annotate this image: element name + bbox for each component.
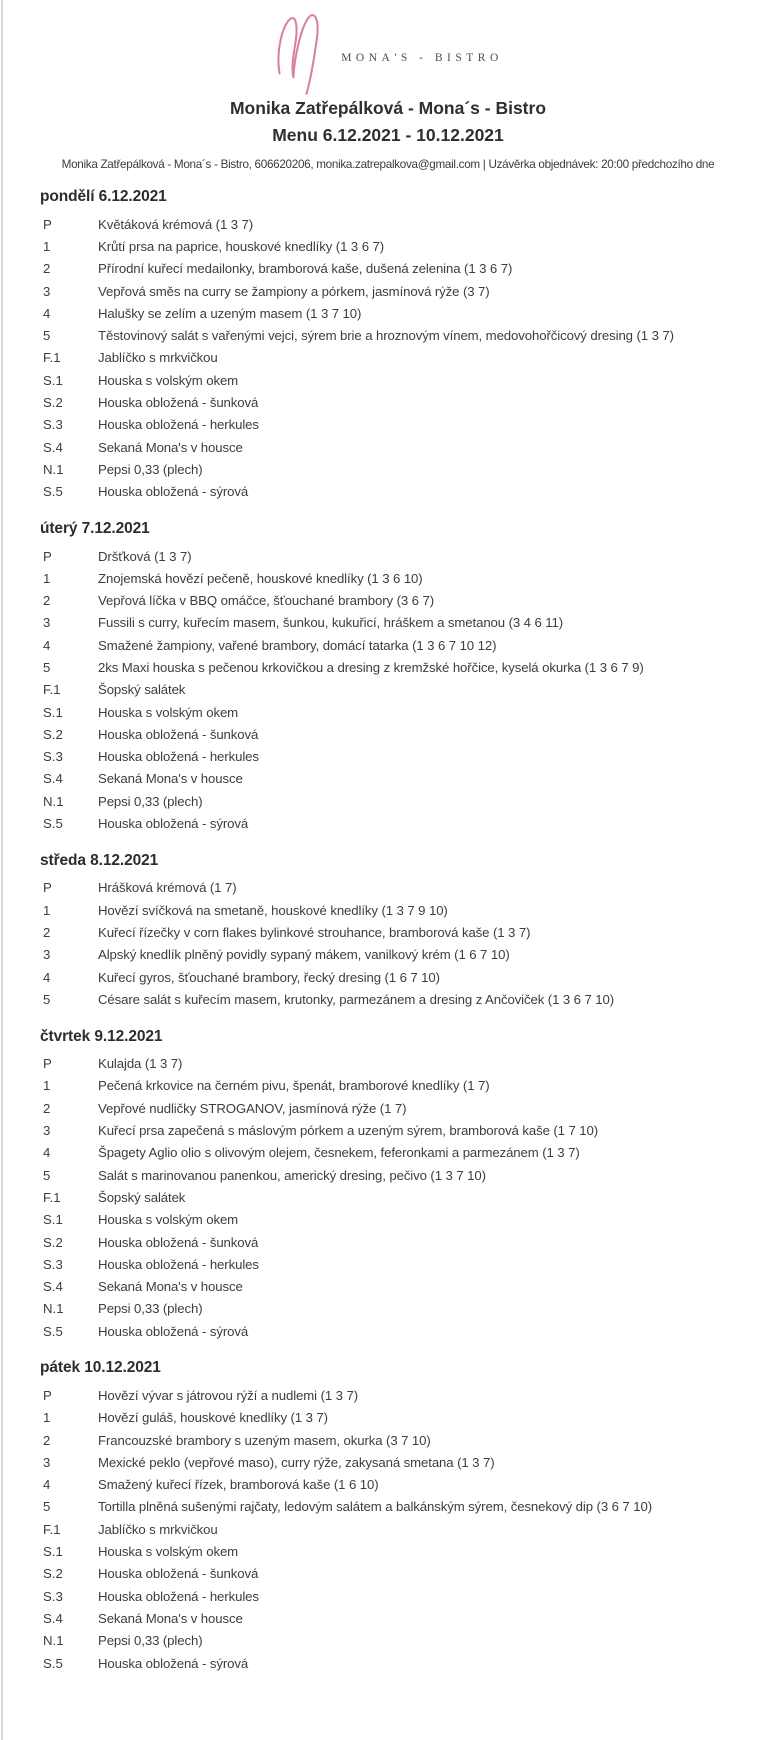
item-label: Pepsi 0,33 (plech) xyxy=(98,793,203,809)
day-rows xyxy=(40,1053,736,1343)
item-code: S.2 xyxy=(43,1566,63,1582)
menu-row xyxy=(40,1209,736,1231)
menu-row xyxy=(40,1253,736,1275)
day-heading: úterý 7.12.2021 xyxy=(40,519,150,537)
item-label: Salát s marinovanou panenkou, americký dresing, pečivo (1 3 7 10) xyxy=(98,1167,486,1183)
item-code: S.4 xyxy=(43,1279,63,1295)
item-label: Pepsi 0,33 (plech) xyxy=(98,1633,203,1649)
item-code: S.1 xyxy=(43,704,63,720)
menu-row xyxy=(40,1097,736,1119)
menu-row xyxy=(40,1540,736,1562)
item-label: Pečená krkovice na černém pivu, špenát, bramborové knedlíky (1 7) xyxy=(98,1078,490,1094)
menu-row xyxy=(40,213,736,235)
item-code: S.2 xyxy=(43,395,63,411)
day-section xyxy=(40,186,736,503)
item-label: Houska obložená - herkules xyxy=(98,749,259,765)
menu-row xyxy=(40,1429,736,1451)
menu-row xyxy=(40,1384,736,1406)
brand-name: MONA'S - BISTRO xyxy=(341,52,503,64)
menu-row xyxy=(40,302,736,324)
menu-row xyxy=(40,1275,736,1297)
menu-row xyxy=(40,545,736,567)
menu-row xyxy=(40,1474,736,1496)
item-code: 1 xyxy=(43,238,51,254)
item-code: 2 xyxy=(43,593,51,609)
menu-row xyxy=(40,1451,736,1473)
day-section xyxy=(40,1357,736,1674)
item-label: Kuřecí prsa zapečená s máslovým pórkem a uzeným sýrem, bramborová kaše (1 7 10) xyxy=(98,1123,599,1139)
item-code: 2 xyxy=(43,924,51,940)
menu-row xyxy=(40,324,736,346)
item-code: 2 xyxy=(43,1432,51,1448)
item-label: Hrášková krémová (1 7) xyxy=(98,880,237,896)
item-code: S.2 xyxy=(43,1234,63,1250)
day-section xyxy=(40,518,736,835)
menu-row xyxy=(40,1630,736,1652)
item-label: Pepsi 0,33 (plech) xyxy=(98,1301,203,1317)
menu-row xyxy=(40,1518,736,1540)
menu-row xyxy=(40,1496,736,1518)
item-code: N.1 xyxy=(43,461,64,477)
item-label: Houska obložená - šunková xyxy=(98,1234,259,1250)
item-code: 3 xyxy=(43,1454,51,1470)
item-code: P xyxy=(43,216,52,232)
menu-row xyxy=(40,1053,736,1075)
item-code: F.1 xyxy=(43,1521,61,1537)
menu-row xyxy=(40,1652,736,1674)
item-code: 1 xyxy=(43,1078,51,1094)
item-code: 4 xyxy=(43,637,51,653)
item-label: Dršťková (1 3 7) xyxy=(98,548,192,564)
item-label: Šopský salátek xyxy=(98,1189,186,1205)
item-code: N.1 xyxy=(43,1301,64,1317)
item-label: Houska s volským okem xyxy=(98,372,239,388)
menu-row xyxy=(40,481,736,503)
item-code: N.1 xyxy=(43,1633,64,1649)
menu-row xyxy=(40,414,736,436)
menu-row xyxy=(40,436,736,458)
item-label: Kuřecí gyros, šťouchané brambory, řecký dresing (1 6 7 10) xyxy=(98,969,440,985)
menu-row xyxy=(40,812,736,834)
menu-row xyxy=(40,612,736,634)
item-code: 5 xyxy=(43,659,51,675)
menu-row xyxy=(40,458,736,480)
item-code: 5 xyxy=(43,1167,51,1183)
item-label: Kulajda (1 3 7) xyxy=(98,1056,183,1072)
menu-days xyxy=(40,186,736,1674)
item-label: Krůtí prsa na paprice, houskové knedlíky (1 3 6 7) xyxy=(98,238,385,254)
item-code: 5 xyxy=(43,991,51,1007)
menu-row xyxy=(40,701,736,723)
item-code: F.1 xyxy=(43,682,61,698)
item-label: Francouzské brambory s uzeným masem, okurka (3 7 10) xyxy=(98,1432,431,1448)
item-label: Houska obložená - sýrová xyxy=(98,1655,249,1671)
item-label: Alpský knedlík plněný povidly sypaný mákem, vanilkový krém (1 6 7 10) xyxy=(98,947,510,963)
menu-row xyxy=(40,1075,736,1097)
menu-row xyxy=(40,921,736,943)
item-code: S.4 xyxy=(43,771,63,787)
item-code: S.4 xyxy=(43,439,63,455)
item-label: Sekaná Mona's v housce xyxy=(98,771,243,787)
item-code: 3 xyxy=(43,1123,51,1139)
menu-row xyxy=(40,1585,736,1607)
item-code: S.3 xyxy=(43,1588,63,1604)
menu-row xyxy=(40,1231,736,1253)
item-code: 1 xyxy=(43,902,51,918)
item-code: P xyxy=(43,1388,52,1403)
item-code: S.3 xyxy=(43,749,63,765)
item-label: Houska obložená - šunková xyxy=(98,726,259,742)
item-code: 1 xyxy=(43,570,51,586)
item-code: 4 xyxy=(43,1145,51,1161)
menu-row xyxy=(40,567,736,589)
item-label: Houska s volským okem xyxy=(98,1212,239,1228)
item-label: Smažené žampiony, vařené brambory, domácí tatarka (1 3 6 7 10 12) xyxy=(98,637,497,653)
day-rows xyxy=(40,1384,736,1674)
menu-row xyxy=(40,391,736,413)
item-code: P xyxy=(43,1056,52,1072)
item-label: Hovězí svíčková na smetaně, houskové knedlíky (1 3 7 9 10) xyxy=(98,902,448,918)
menu-row xyxy=(40,656,736,678)
document-header xyxy=(40,10,736,171)
item-code: S.1 xyxy=(43,1544,63,1560)
item-label: Přírodní kuřecí medailonky, bramborová kaše, dušená zelenina (1 3 6 7) xyxy=(98,261,513,277)
menu-row xyxy=(40,1563,736,1585)
page-title: Monika Zatřepálková - Mona´s - Bistro xyxy=(229,98,547,118)
item-label: Houska obložená - sýrová xyxy=(98,484,249,500)
item-label: Fussili s curry, kuřecím masem, šunkou, kukuřicí, hráškem a smetanou (3 4 6 11) xyxy=(98,615,564,631)
menu-row xyxy=(40,723,736,745)
item-label: Sekaná Mona's v housce xyxy=(98,1279,243,1295)
item-label: Vepřové nudličky STROGANOV, jasmínová rýže (1 7) xyxy=(98,1100,407,1116)
menu-row xyxy=(40,899,736,921)
day-section xyxy=(40,850,736,1011)
item-code: 3 xyxy=(43,947,51,963)
item-code: 4 xyxy=(43,969,51,985)
item-code: 1 xyxy=(43,1410,51,1426)
item-label: Sekaná Mona's v housce xyxy=(98,1610,243,1626)
day-rows xyxy=(40,213,736,503)
menu-row xyxy=(40,768,736,790)
item-label: Pepsi 0,33 (plech) xyxy=(98,461,203,477)
item-label: Houska obložená - herkules xyxy=(98,417,259,433)
menu-row xyxy=(40,589,736,611)
item-code: P xyxy=(43,548,52,564)
item-code: P xyxy=(43,880,52,896)
menu-row xyxy=(40,235,736,257)
window-edge-divider xyxy=(1,0,3,1740)
item-code: 2 xyxy=(43,1100,51,1116)
item-label: Jablíčko s mrkvičkou xyxy=(98,1521,218,1537)
menu-row xyxy=(40,347,736,369)
item-code: S.3 xyxy=(43,1256,63,1272)
day-heading: středa 8.12.2021 xyxy=(40,851,159,869)
item-label: Smažený kuřecí řízek, bramborová kaše (1 6 10) xyxy=(98,1477,379,1493)
menu-row xyxy=(40,988,736,1010)
item-label: Hovězí vývar s játrovou rýží a nudlemi (1 3 7) xyxy=(98,1388,358,1403)
menu-row xyxy=(40,280,736,302)
item-code: 3 xyxy=(43,283,51,299)
item-code: 5 xyxy=(43,1499,51,1515)
menu-row xyxy=(40,877,736,899)
item-code: 4 xyxy=(43,305,51,321)
monogram-m-icon xyxy=(273,12,325,96)
day-heading: pondělí 6.12.2021 xyxy=(40,188,167,205)
menu-date-range: Menu 6.12.2021 - 10.12.2021 xyxy=(272,125,504,145)
item-code: N.1 xyxy=(43,793,64,809)
item-label: Houska obložená - sýrová xyxy=(98,1323,249,1339)
brand-logo xyxy=(40,10,736,94)
item-label: Halušky se zelím a uzeným masem (1 3 7 10) xyxy=(98,305,362,321)
menu-row xyxy=(40,258,736,280)
item-label: Tortilla plněná sušenými rajčaty, ledovým salátem a balkánským sýrem, česnekový dip (3 6 7 10) xyxy=(98,1499,652,1515)
item-label: Hovězí guláš, houskové knedlíky (1 3 7) xyxy=(98,1410,328,1426)
item-code: 3 xyxy=(43,615,51,631)
item-code: 4 xyxy=(43,1477,51,1493)
item-code: F.1 xyxy=(43,350,61,366)
item-label: Znojemská hovězí pečeně, houskové knedlíky (1 3 6 10) xyxy=(98,570,423,586)
item-code: S.5 xyxy=(43,816,63,832)
day-heading: čtvrtek 9.12.2021 xyxy=(40,1027,163,1045)
item-label: Kuřecí řízečky v corn flakes bylinkové strouhance, bramborová kaše (1 3 7) xyxy=(98,924,531,940)
menu-row xyxy=(40,1320,736,1342)
item-code: S.4 xyxy=(43,1610,63,1626)
menu-row xyxy=(40,746,736,768)
item-label: Houska obložená - herkules xyxy=(98,1588,259,1604)
menu-row xyxy=(40,966,736,988)
menu-row xyxy=(40,634,736,656)
item-label: Houska obložená - šunková xyxy=(98,395,259,411)
item-label: Houska obložená - šunková xyxy=(98,1566,259,1582)
item-code: F.1 xyxy=(43,1189,61,1205)
item-label: Mexické peklo (vepřové maso), curry rýže, zakysaná smetana (1 3 7) xyxy=(98,1454,495,1470)
item-label: Vepřová směs na curry se žampiony a pórkem, jasmínová rýže (3 7) xyxy=(98,283,490,299)
item-code: S.3 xyxy=(43,417,63,433)
menu-row xyxy=(40,1164,736,1186)
menu-row xyxy=(40,1142,736,1164)
menu-row xyxy=(40,679,736,701)
item-label: Špagety Aglio olio s olivovým olejem, česnekem, feferonkami a parmezánem (1 3 7) xyxy=(98,1145,580,1161)
item-label: Césare salát s kuřecím masem, krutonky, parmezánem a dresing z Ančoviček (1 3 6 7 10) xyxy=(98,991,615,1007)
item-label: 2ks Maxi houska s pečenou krkovičkou a dresing z kremžské hořčice, kyselá okurka (1 3 6 7 9) xyxy=(98,659,644,675)
menu-row xyxy=(40,1186,736,1208)
menu-row xyxy=(40,1607,736,1629)
item-code: S.5 xyxy=(43,1323,63,1339)
menu-row xyxy=(40,1298,736,1320)
item-code: S.5 xyxy=(43,484,63,500)
item-label: Houska obložená - sýrová xyxy=(98,816,249,832)
day-heading: pátek 10.12.2021 xyxy=(40,1359,161,1377)
item-label: Šopský salátek xyxy=(98,682,186,698)
item-code: S.5 xyxy=(43,1655,63,1671)
menu-row xyxy=(40,944,736,966)
item-code: S.1 xyxy=(43,1212,63,1228)
menu-row xyxy=(40,1407,736,1429)
item-code: S.2 xyxy=(43,726,63,742)
item-label: Vepřová líčka v BBQ omáčce, šťouchané brambory (3 6 7) xyxy=(98,593,434,609)
item-label: Houska s volským okem xyxy=(98,704,239,720)
day-rows xyxy=(40,877,736,1011)
contact-line: Monika Zatřepálková - Mona´s - Bistro, 606620206, monika.zatrepalkova@gmail.com | Uzávěrka objednávek: 20:00 předchozího dne xyxy=(61,158,715,171)
day-section xyxy=(40,1026,736,1343)
item-label: Houska s volským okem xyxy=(98,1544,239,1560)
item-code: S.1 xyxy=(43,372,63,388)
day-rows xyxy=(40,545,736,835)
menu-row xyxy=(40,790,736,812)
menu-row xyxy=(40,1119,736,1141)
item-label: Těstovinový salát s vařenými vejci, sýrem brie a hroznovým vínem, medovohořčicový dresing (1 3 7) xyxy=(98,328,674,344)
item-code: 2 xyxy=(43,261,51,277)
item-label: Květáková krémová (1 3 7) xyxy=(98,216,254,232)
menu-row xyxy=(40,369,736,391)
item-label: Jablíčko s mrkvičkou xyxy=(98,350,218,366)
item-code: 5 xyxy=(43,328,51,344)
item-label: Houska obložená - herkules xyxy=(98,1256,259,1272)
item-label: Sekaná Mona's v housce xyxy=(98,439,243,455)
